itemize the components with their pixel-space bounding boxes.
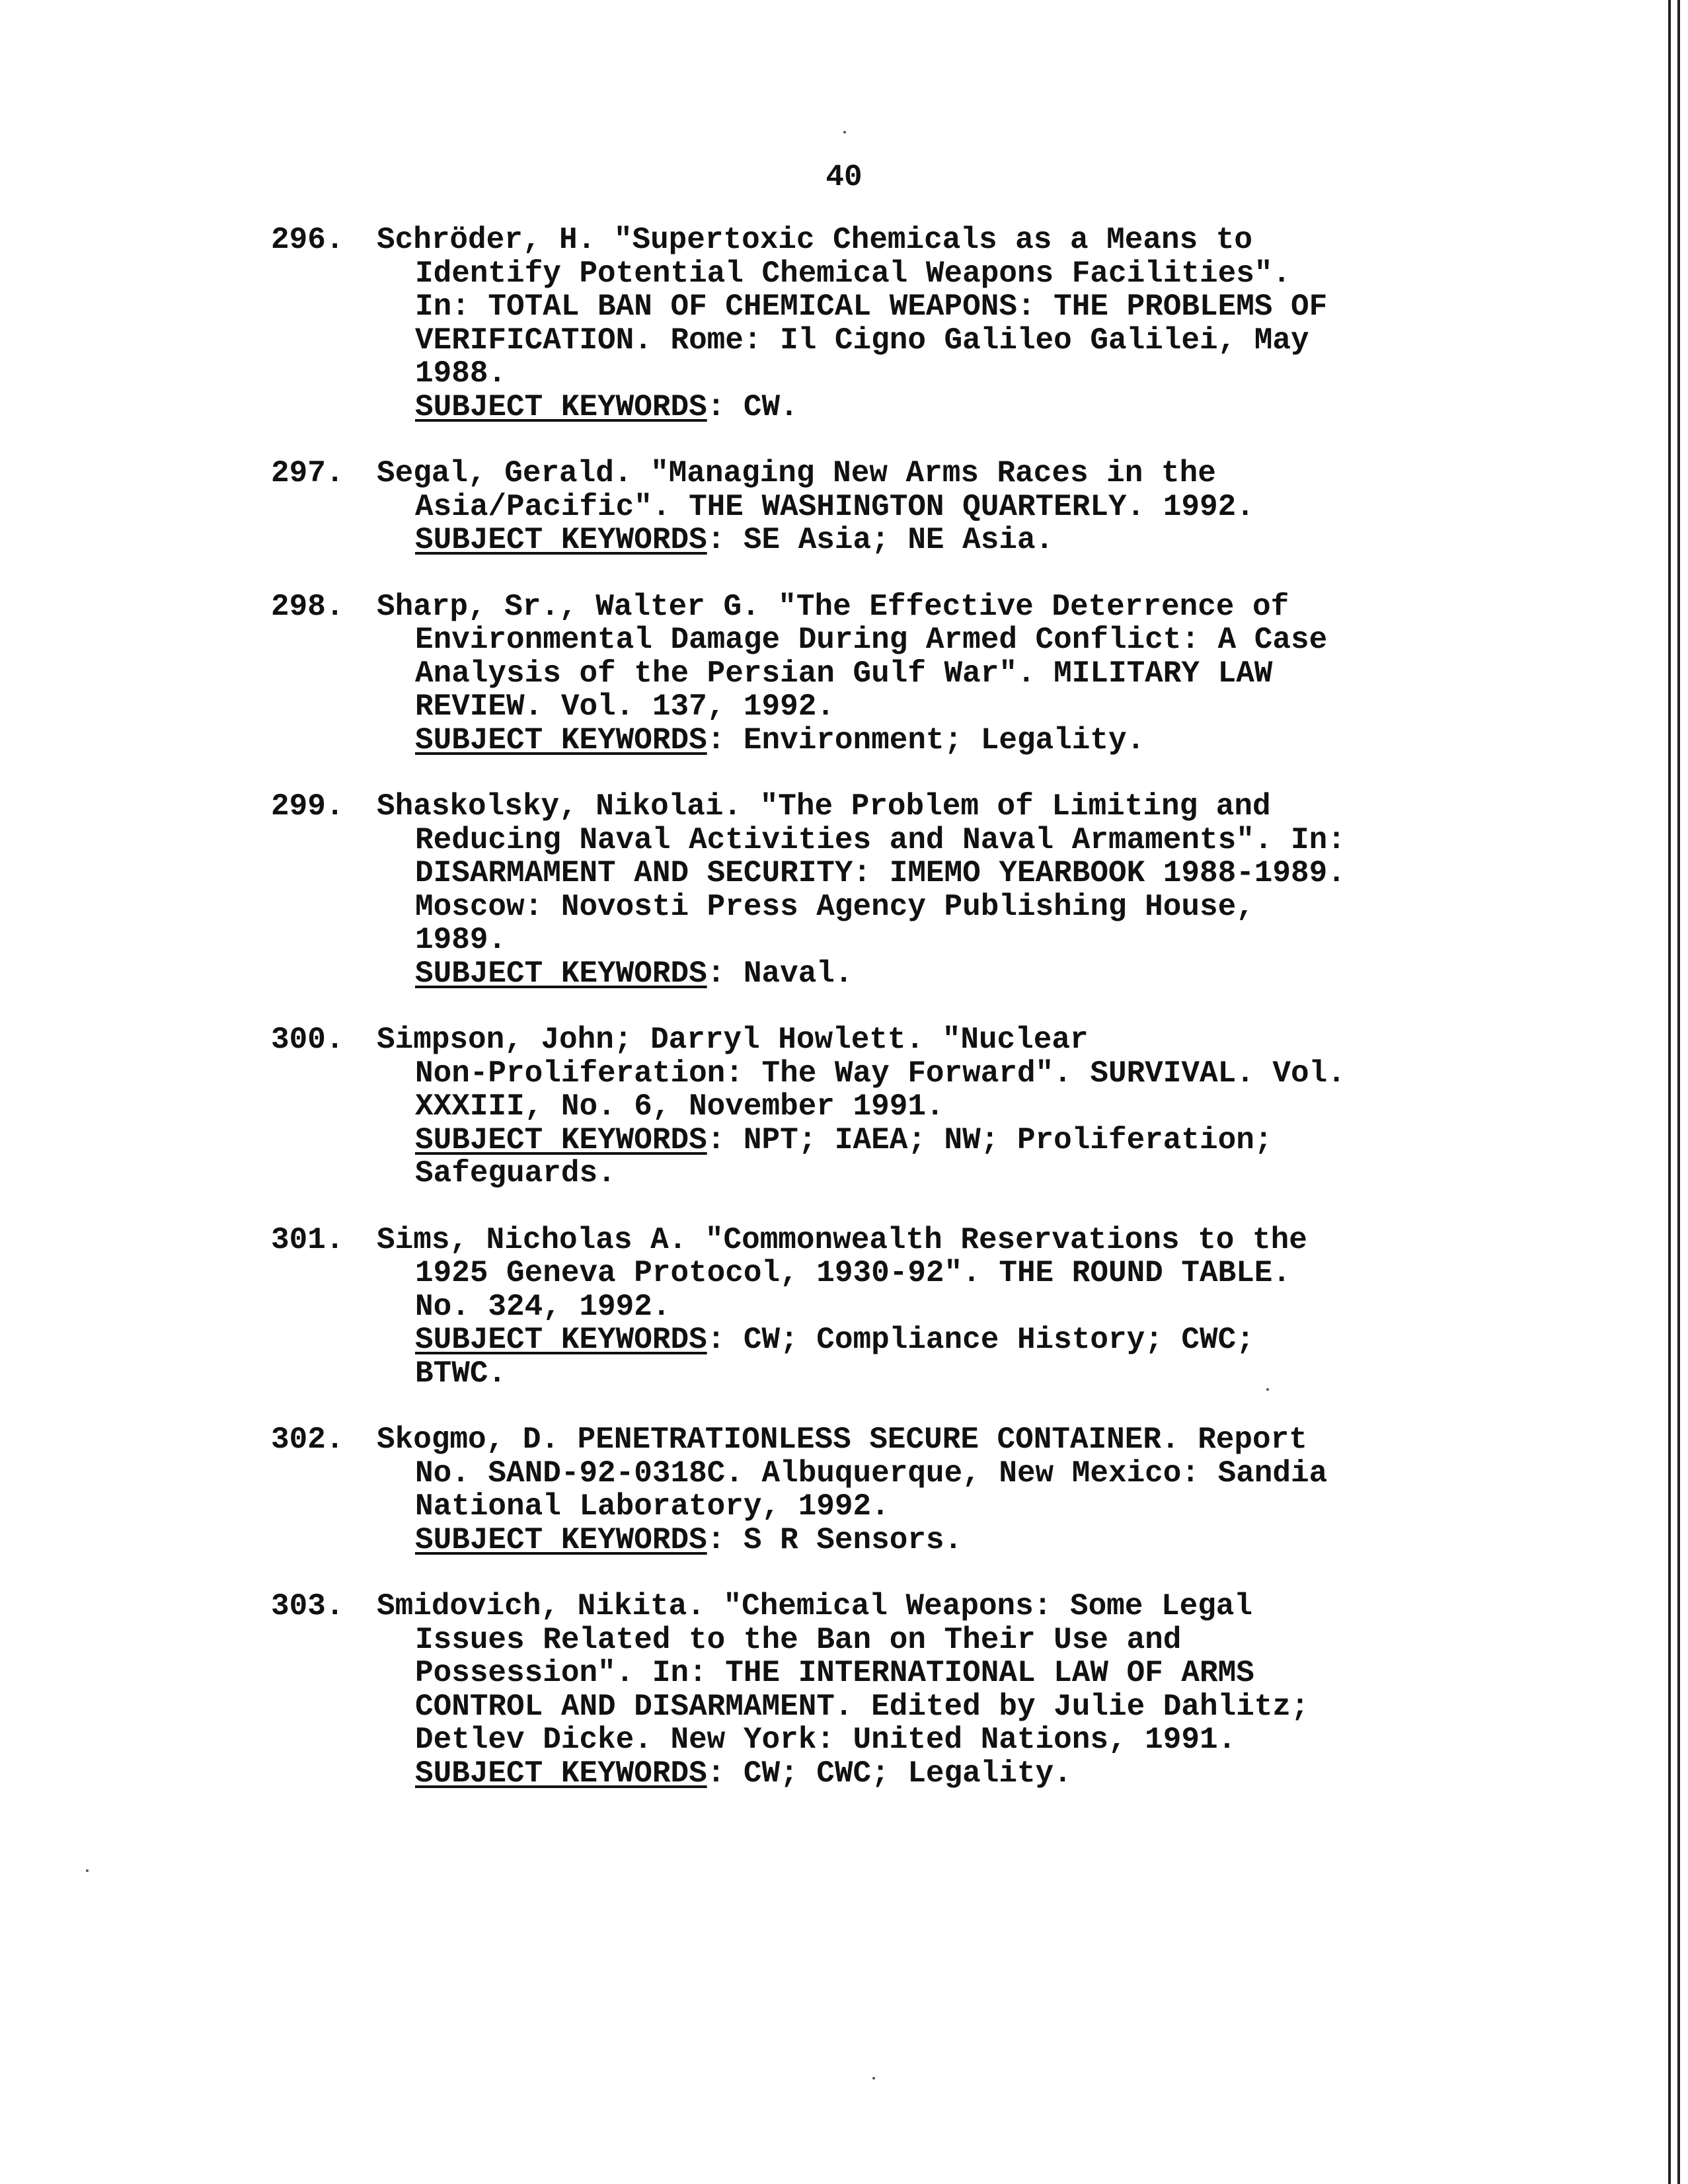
entry-citation: No. SAND-92-0318C. Albuquerque, New Mexico: Sandia National Laboratory, 1992. (415, 1456, 1328, 1524)
subject-keywords-values: : SE Asia; NE Asia. (707, 523, 1054, 557)
entry-number: 297. (271, 456, 344, 490)
entry-citation-first-line: Simpson, John; Darryl Howlett. "Nuclear (377, 1023, 1089, 1057)
entry-citation: Issues Related to the Ban on Their Use and Possession". In: THE INTERNATIONAL LAW OF ARMS CONTROL AND DISARMAMENT. Edited by Julie Dahlitz; Detlev Dicke. New York: United Nations, 1991. (415, 1622, 1309, 1757)
bibliography-entry (271, 223, 1572, 424)
bibliography-entry (271, 1023, 1572, 1190)
subject-keywords-values: : Naval. (707, 956, 853, 991)
scan-speck (843, 131, 846, 134)
subject-keywords (415, 524, 1572, 557)
subject-keywords-values: : Environment; Legality. (707, 722, 1145, 758)
subject-keywords-label: SUBJECT KEYWORDS (415, 1323, 707, 1357)
bibliography-entry (271, 1589, 1572, 1791)
subject-keywords-values: : CW. (707, 389, 798, 424)
subject-keywords (415, 1524, 1572, 1557)
entry-citation: Non-Proliferation: The Way Forward". SURVIVAL. Vol. XXXIII, No. 6, November 1991. (415, 1056, 1346, 1124)
scan-speck (872, 2077, 875, 2080)
entry-citation: Asia/Pacific". THE WASHINGTON QUARTERLY. 1992. (415, 489, 1254, 524)
subject-keywords (415, 391, 1572, 424)
subject-keywords-label: SUBJECT KEYWORDS (415, 523, 707, 557)
subject-keywords (415, 724, 1572, 758)
entry-citation-first-line: Schröder, H. "Supertoxic Chemicals as a Means to (377, 223, 1253, 257)
subject-keywords-label: SUBJECT KEYWORDS (415, 1522, 707, 1557)
entry-citation-first-line: Sharp, Sr., Walter G. "The Effective Deterrence of (377, 589, 1289, 624)
entry-citation: Reducing Naval Activities and Naval Armaments". In: DISARMAMENT AND SECURITY: IMEMO YEARBOOK 1988-1989. Moscow: Novosti Press Agency Publishing House, 1989. (415, 822, 1346, 957)
entry-citation: 1925 Geneva Protocol, 1930-92". THE ROUND TABLE. No. 324, 1992. (415, 1256, 1291, 1324)
subject-keywords-label: SUBJECT KEYWORDS (415, 956, 707, 991)
subject-keywords-label: SUBJECT KEYWORDS (415, 722, 707, 758)
entry-number: 302. (271, 1423, 344, 1457)
entry-number: 298. (271, 589, 344, 624)
entry-number: 300. (271, 1023, 344, 1057)
subject-keywords-label: SUBJECT KEYWORDS (415, 1756, 707, 1791)
entry-citation-first-line: Sims, Nicholas A. "Commonwealth Reservations to the (377, 1222, 1307, 1257)
scan-speck (1266, 1388, 1269, 1391)
subject-keywords-values: : S R Sensors. (707, 1522, 963, 1557)
bibliography-entry (271, 1222, 1572, 1391)
entry-number: 303. (271, 1589, 344, 1623)
subject-keywords-values: : NPT; IAEA; NW; Proliferation; Safeguards. (415, 1122, 1273, 1190)
subject-keywords (415, 1757, 1572, 1791)
entry-number: 299. (271, 789, 344, 824)
entry-citation: Identify Potential Chemical Weapons Facilities". In: TOTAL BAN OF CHEMICAL WEAPONS: THE PROBLEMS OF VERIFICATION. Rome: Il Cigno Galileo Galilei, May 1988. (415, 256, 1328, 391)
entry-citation-first-line: Segal, Gerald. "Managing New Arms Races in the (377, 456, 1216, 490)
subject-keywords (415, 957, 1572, 991)
scan-speck (86, 1869, 89, 1872)
subject-keywords (415, 1323, 1572, 1390)
entry-citation-first-line: Smidovich, Nikita. "Chemical Weapons: Some Legal (377, 1589, 1253, 1623)
subject-keywords (415, 1124, 1572, 1190)
bibliography-entry (271, 456, 1572, 557)
entry-citation: Environmental Damage During Armed Conflict: A Case Analysis of the Persian Gulf War". MILITARY LAW REVIEW. Vol. 137, 1992. (415, 623, 1328, 724)
bibliography-list (271, 223, 1572, 1823)
entry-citation-first-line: Skogmo, D. PENETRATIONLESS SECURE CONTAINER. Report (377, 1423, 1307, 1457)
entry-number: 296. (271, 223, 344, 257)
subject-keywords-values: : CW; Compliance History; CWC; BTWC. (415, 1323, 1254, 1391)
subject-keywords-label: SUBJECT KEYWORDS (415, 389, 707, 424)
bibliography-entry (271, 789, 1572, 991)
bibliography-entry (271, 589, 1572, 758)
subject-keywords-values: : CW; CWC; Legality. (707, 1756, 1072, 1791)
entry-citation-first-line: Shaskolsky, Nikolai. "The Problem of Limiting and (377, 789, 1271, 824)
subject-keywords-label: SUBJECT KEYWORDS (415, 1122, 707, 1157)
entry-number: 301. (271, 1222, 344, 1257)
page-edge-border (1668, 0, 1680, 2184)
page-number: 40 (825, 160, 863, 194)
bibliography-entry (271, 1423, 1572, 1557)
